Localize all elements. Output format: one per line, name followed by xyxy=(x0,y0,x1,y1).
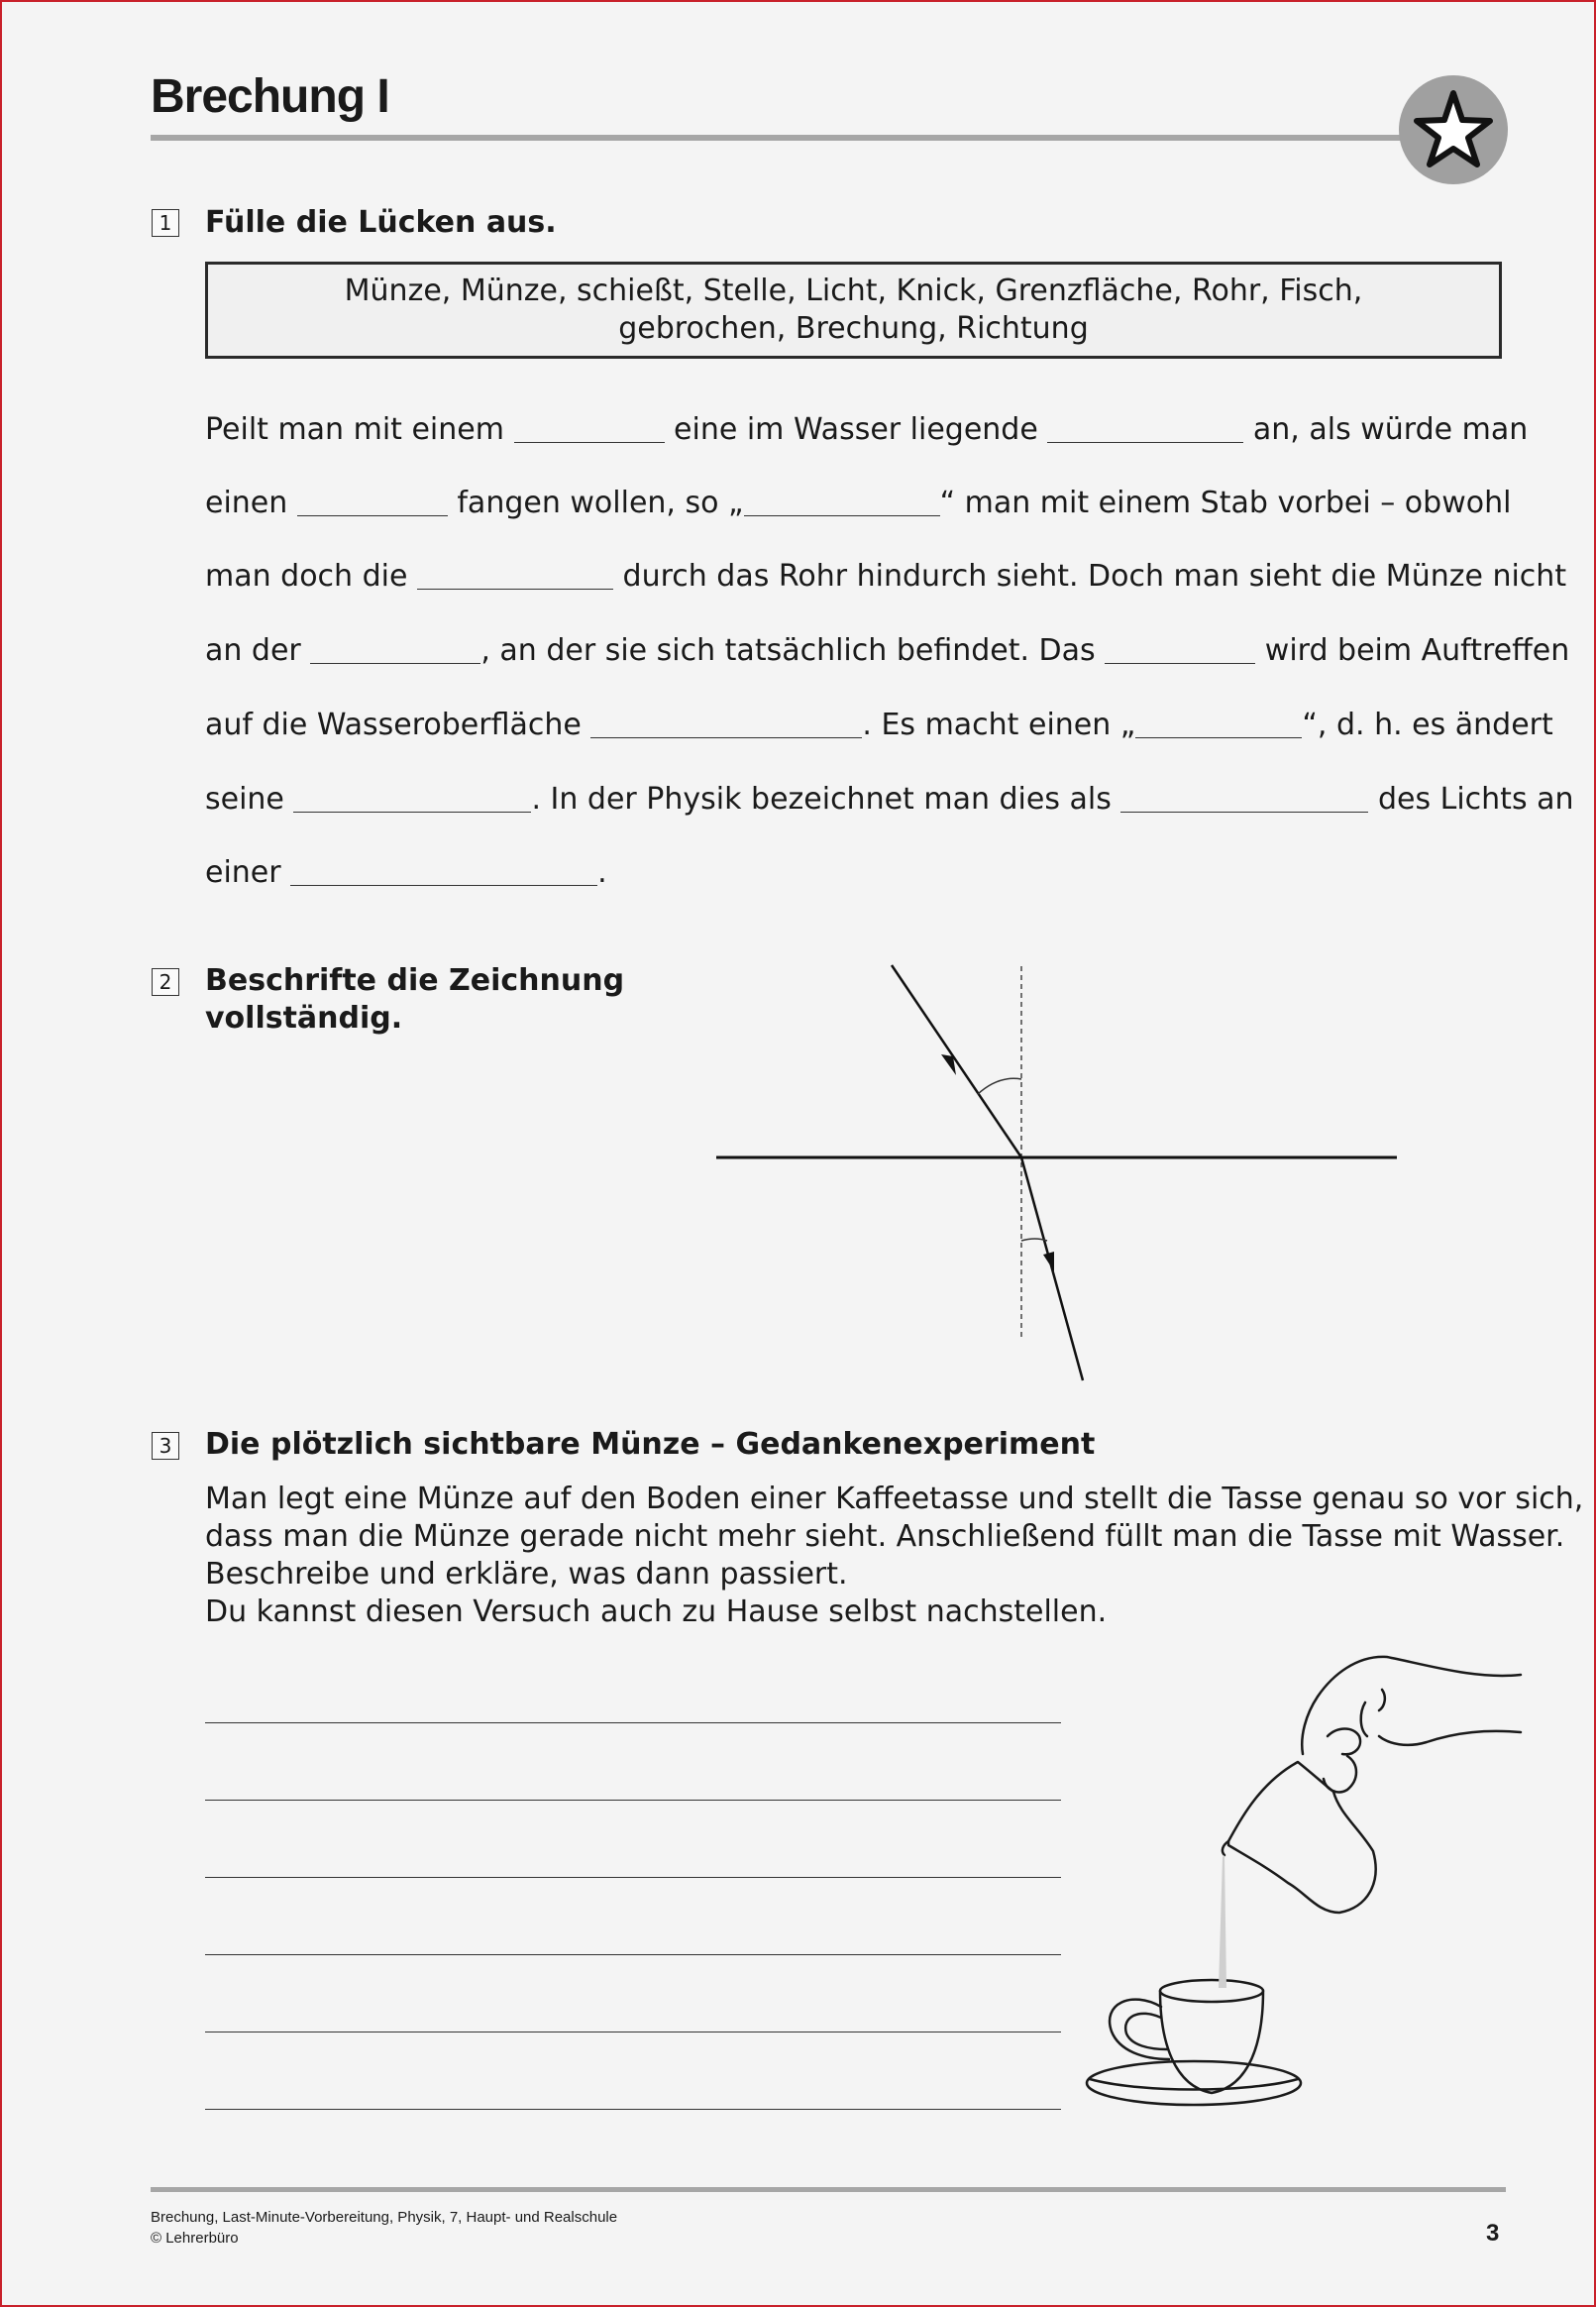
cloze-line-1: Peilt man mit einem eine im Wasser liegende an, als würde man xyxy=(205,412,1529,447)
cloze-line-6: seine . In der Physik bezeichnet man dies als des Lichts an xyxy=(205,782,1574,817)
page-title: Brechung I xyxy=(151,70,389,123)
task-title-3: Die plötzlich sichtbare Münze – Gedankenexperiment xyxy=(205,1427,1096,1462)
task-number-3: 3 xyxy=(152,1432,179,1460)
jug-spout xyxy=(1223,1841,1228,1855)
cloze-line-2: einen fangen wollen, so „ “ man mit einem Stab vorbei – obwohl xyxy=(205,486,1512,520)
footer-text: Brechung, Last-Minute-Vorbereitung, Physik, 7, Haupt- und Realschule © Lehrerbüro xyxy=(151,2209,618,2247)
task-title-1: Fülle die Lücken aus. xyxy=(205,205,557,240)
task-title-2: Beschrifte die Zeichnung vollständig. xyxy=(205,963,625,1036)
water-stream xyxy=(1219,1855,1226,1988)
cloze-line-5: auf die Wasseroberfläche . Es macht einen „ “, d. h. es ändert xyxy=(205,708,1553,742)
footer-rule xyxy=(151,2187,1506,2192)
word-bank-line-1: Münze, Münze, schießt, Stelle, Licht, Knick, Grenzfläche, Rohr, Fisch, xyxy=(344,274,1363,308)
task-3-instructions: Man legt eine Münze auf den Boden einer Kaffeetasse und stellt die Tasse genau so vor sich, dass man die Münze gerade nicht mehr sieht. Anschließend füllt man die Tasse mit Wasser. Beschreibe und erkläre, was dann passiert. Du kannst diesen Versuch auch zu Hause selbst nachstellen. xyxy=(205,1482,1584,1629)
saucer xyxy=(1087,2061,1301,2105)
task-number-2: 2 xyxy=(152,968,179,996)
cup-body xyxy=(1160,1991,1263,2093)
arm xyxy=(1302,1657,1521,1754)
thumb xyxy=(1328,1729,1360,1755)
saucer-rim xyxy=(1090,2079,1298,2090)
cloze-line-7: einer . xyxy=(205,855,607,890)
wrist xyxy=(1379,1731,1521,1745)
cup-rim xyxy=(1160,1980,1263,2002)
page-number: 3 xyxy=(1486,2220,1500,2247)
cloze-line-3: man doch die durch das Rohr hindurch sieht. Doch man sieht die Münze nicht xyxy=(205,559,1567,594)
task-number-1: 1 xyxy=(152,209,179,237)
word-bank-line-2: gebrochen, Brechung, Richtung xyxy=(618,311,1089,346)
finger-2 xyxy=(1361,1703,1367,1736)
cloze-line-4: an der , an der sie sich tatsächlich befindet. Das wird beim Auftreffen xyxy=(205,633,1570,668)
finger-1 xyxy=(1379,1690,1385,1710)
